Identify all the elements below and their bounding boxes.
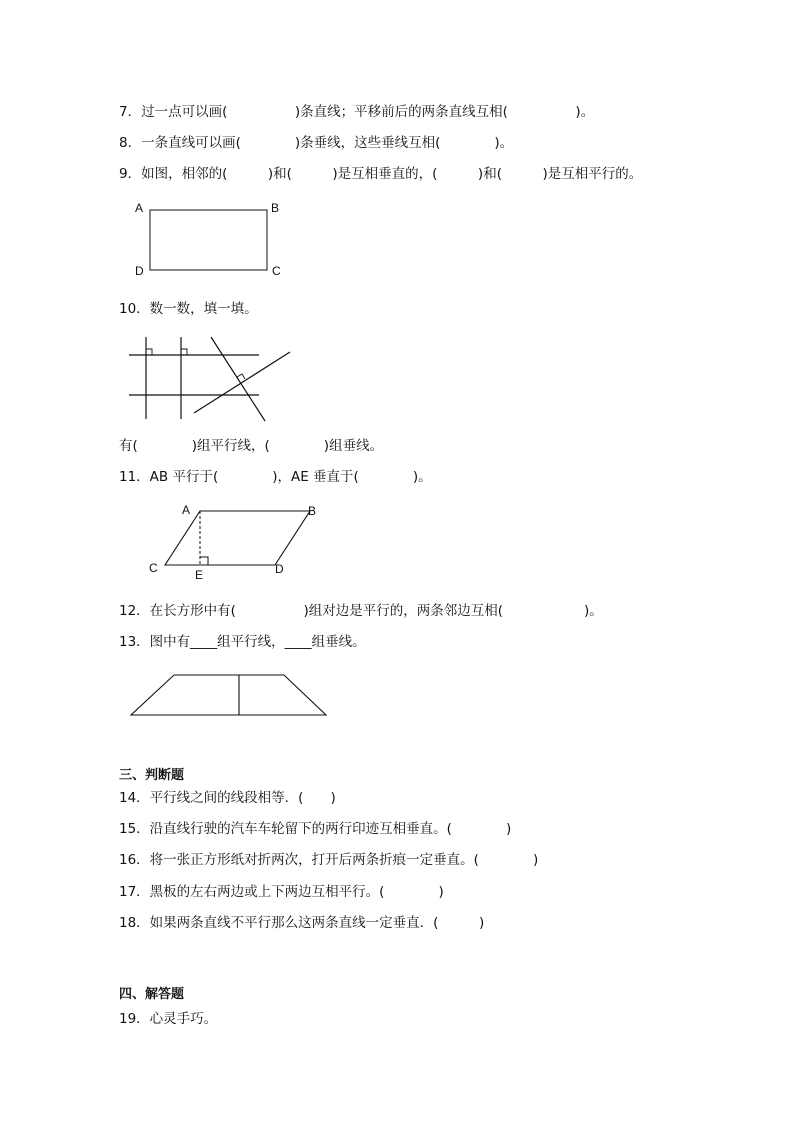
right-angle-mark-e [200,557,208,565]
question-14: 14．平行线之间的线段相等．( ) [119,790,336,806]
label-b: B [271,201,280,215]
label-c: C [272,264,281,278]
question-10: 10．数一数，填一填。 [119,301,258,317]
figure-trapezoid [128,672,330,720]
label-e: E [195,568,204,582]
question-8: 8．一条直线可以画( )条垂线，这些垂线互相( )。 [119,135,514,151]
label-d: D [275,562,284,576]
rectangle-abcd [150,210,267,270]
label-c: C [149,561,158,575]
section-3-title: 三、判断题 [119,768,185,783]
question-10-answer: 有( )组平行线，( )组垂线。 [119,438,384,454]
question-18: 18．如果两条直线不平行那么这两条直线一定垂直．( ) [119,915,485,931]
question-16: 16．将一张正方形纸对折两次，打开后两条折痕一定垂直。( ) [119,852,539,868]
parallelogram-abdc [165,511,310,565]
label-a: A [182,503,191,517]
figure-lines-count [125,333,300,423]
question-15: 15．沿直线行驶的汽车车轮留下的两行印迹互相垂直。( ) [119,821,512,837]
label-d: D [135,264,144,278]
question-17: 17．黑板的左右两边或上下两边互相平行。( ) [119,884,444,900]
figure-rectangle-abcd [130,195,290,285]
question-7: 7．过一点可以画( )条直线；平移前后的两条直线互相( )。 [119,104,595,120]
label-a: A [135,201,144,215]
question-9: 9．如图，相邻的( )和( )是互相垂直的，( )和( )是互相平行的。 [119,166,643,182]
section-4-title: 四、解答题 [119,987,185,1002]
question-12: 12．在长方形中有( )组对边是平行的，两条邻边互相( )。 [119,603,603,619]
diagonal-line-shallow [194,352,290,413]
trapezoid [131,675,326,715]
right-angle-mark-1 [146,349,152,355]
label-b: B [308,504,317,518]
right-angle-mark-2 [181,349,187,355]
figure-parallelogram [145,500,330,585]
question-11: 11．AB 平行于( )，AE 垂直于( )。 [119,469,432,485]
question-19: 19．心灵手巧。 [119,1011,218,1027]
question-13: 13．图中有____组平行线，____组垂线。 [119,634,366,650]
diagonal-line-steep [211,337,265,421]
